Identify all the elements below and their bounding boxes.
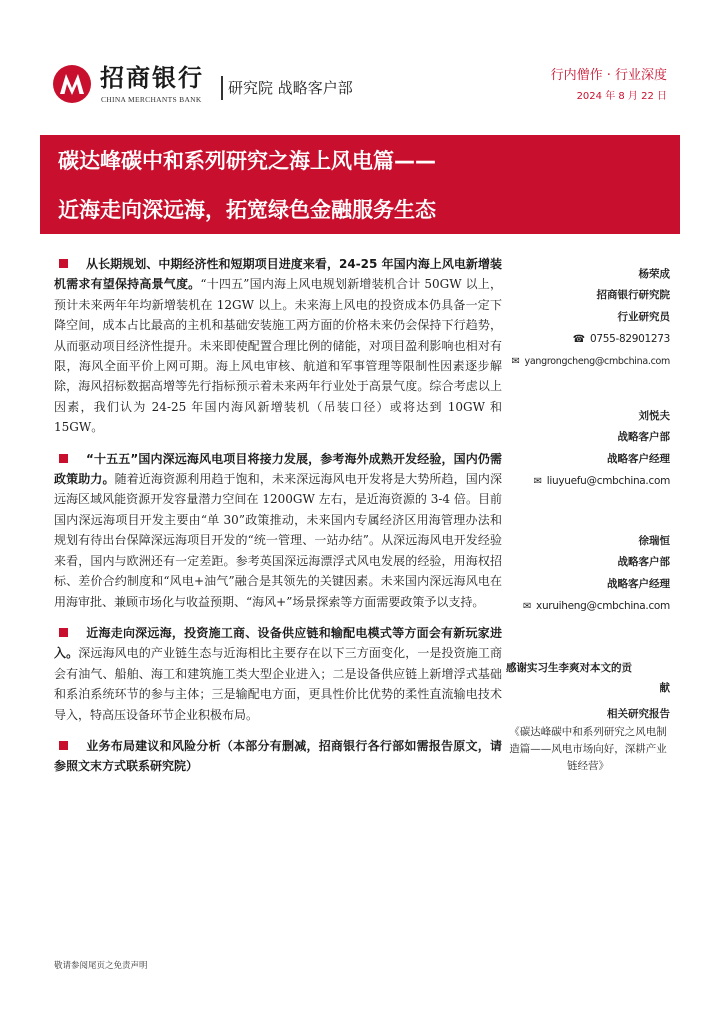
bullet-square-icon [59,454,68,463]
disclaimer-note: 敬请参阅尾页之免责声明 [54,961,148,971]
report-title-line-1: 碳达峰碳中和系列研究之海上风电篇—— [58,149,436,173]
summary-section [54,449,502,612]
bullet-square-icon [59,741,68,750]
analyst-email[interactable]: ✉ liuyuefu@cmbchina.com [500,470,670,493]
analyst-role: 行业研究员 [617,311,670,323]
related-report-link[interactable]: 《碳达峰碳中和系列研究之风电制造篇——风电市场向好，深耕产业链经营》 [509,726,667,772]
analyst-org: 招商银行研究院 [596,289,670,301]
report-date: 2024 年 8 月 22 日 [576,91,667,102]
section-lead: 近海走向深远海，投资施工商、设备供应链和输配电模式等方面会有新玩家进入。 [54,625,502,661]
email-icon: ✉ [511,356,520,367]
analyst-name: 杨荣成 [638,268,670,280]
analyst-email[interactable]: ✉ yangrongcheng@cmbchina.com [500,351,670,373]
cmb-logo-icon [52,64,92,104]
section-text: 深远海风电的产业链生态与近海相比主要存在以下三方面变化，一是投资施工商会有油气、船舶、海工和建筑施工类大型企业进入；二是设备供应链上新增浮式基础和系泊系统环节的参与主体；三是输配电方面，更具性价比优势的柔性直流输电技术导入，特高压设备环节企业积极布局。 [54,646,502,722]
section-lead: 从长期规划、中期经济性和短期项目进度来看，24-25 年国内海上风电新增装机需求有望保持高景气度。 [54,257,502,292]
bullet-square-icon [59,259,68,268]
analyst-name: 刘悦夫 [638,410,670,422]
analyst-role: 战略客户经理 [607,453,670,465]
email-icon: ✉ [522,601,532,612]
header-divider [221,76,223,100]
phone-icon: ☎ [572,334,585,345]
brand-name: 招商银行 [100,64,204,92]
analyst-org: 战略客户部 [617,556,670,568]
report-type: 行内僧作 · 行业深度 [550,68,667,83]
analyst-org: 战略客户部 [617,431,670,443]
section-text: “十四五”国内海上风电规划新增装机合计 50GW 以上，预计未来两年年均新增装机在 12GW 以上。未来海上风电的投资成本仍具备一定下降空间，成本占比最高的主机和基础安装施工两方面的价格未来仍会保持下行趋势，从而驱动项目经济性提升。未来即使配置合理比例的储能，对项目盈利影响也相对有限，海风全面平价上网可期。海上风电审核、航道和军事管理等限制性因素逐步解除，海风招标数据高增等先行指标预示着未来两年行业处于高景气度。综合考虑以上因素，我们认为 24-25 年国内海风新增装机（吊装口径）或将达到 10GW 和 15GW。 [54,277,502,435]
analyst-role: 战略客户经理 [607,578,670,590]
bullet-square-icon [59,628,68,637]
section-lead: “十五五”国内深远海风电项目将接力发展，参考海外成熟开发经验，国内仍需政策助力。 [54,451,502,487]
report-title-line-2: 近海走向深远海，拓宽绿色金融服务生态 [58,198,436,222]
email-icon: ✉ [533,476,542,487]
analyst-name: 徐瑞恒 [638,535,670,547]
summary-body [54,254,502,788]
summary-section [54,623,502,725]
analyst-phone: ☎ 0755-82901273 [500,328,670,351]
summary-section [54,736,502,777]
department-label: 研究院 战略客户部 [228,79,353,97]
acknowledgement: 感谢实习生李爽对本文的贡 献 [506,662,670,694]
summary-section [54,254,502,438]
section-text: 随着近海资源利用趋于饱和，未来深远海风电开发将是大势所趋，国内深远海区域风能资源开发容量潜力空间在 1200GW 左右，是近海资源的 3-4 倍。目前国内深远海项目开发主要由“单 30”政策推动，未来国内专属经济区用海管理办法和规划有待出台保障深远海项目开发的“统一管理、一站办结”。从深远海风电开发经验来看，国内与欧洲还有一定差距。参考英国深远海漂浮式风电发展的经验，用海权招标、差价合约制度和“风电+油气”融合是其领先的关键因素。未来国内深远海风电在用海审批、兼顾市场化与收益预期、“海风+”场景探索等方面需要政策予以支持。 [54,472,502,609]
analyst-sidebar [500,264,670,775]
brand-name-english: CHINA MERCHANTS BANK [101,95,202,104]
analyst-email[interactable]: ✉ xuruiheng@cmbchina.com [500,595,670,618]
section-lead: 业务布局建议和风险分析（本部分有删减，招商银行各行部如需报告原文，请参照文末方式联系研究院） [54,738,502,774]
related-reports-heading: 相关研究报告 [607,708,670,720]
